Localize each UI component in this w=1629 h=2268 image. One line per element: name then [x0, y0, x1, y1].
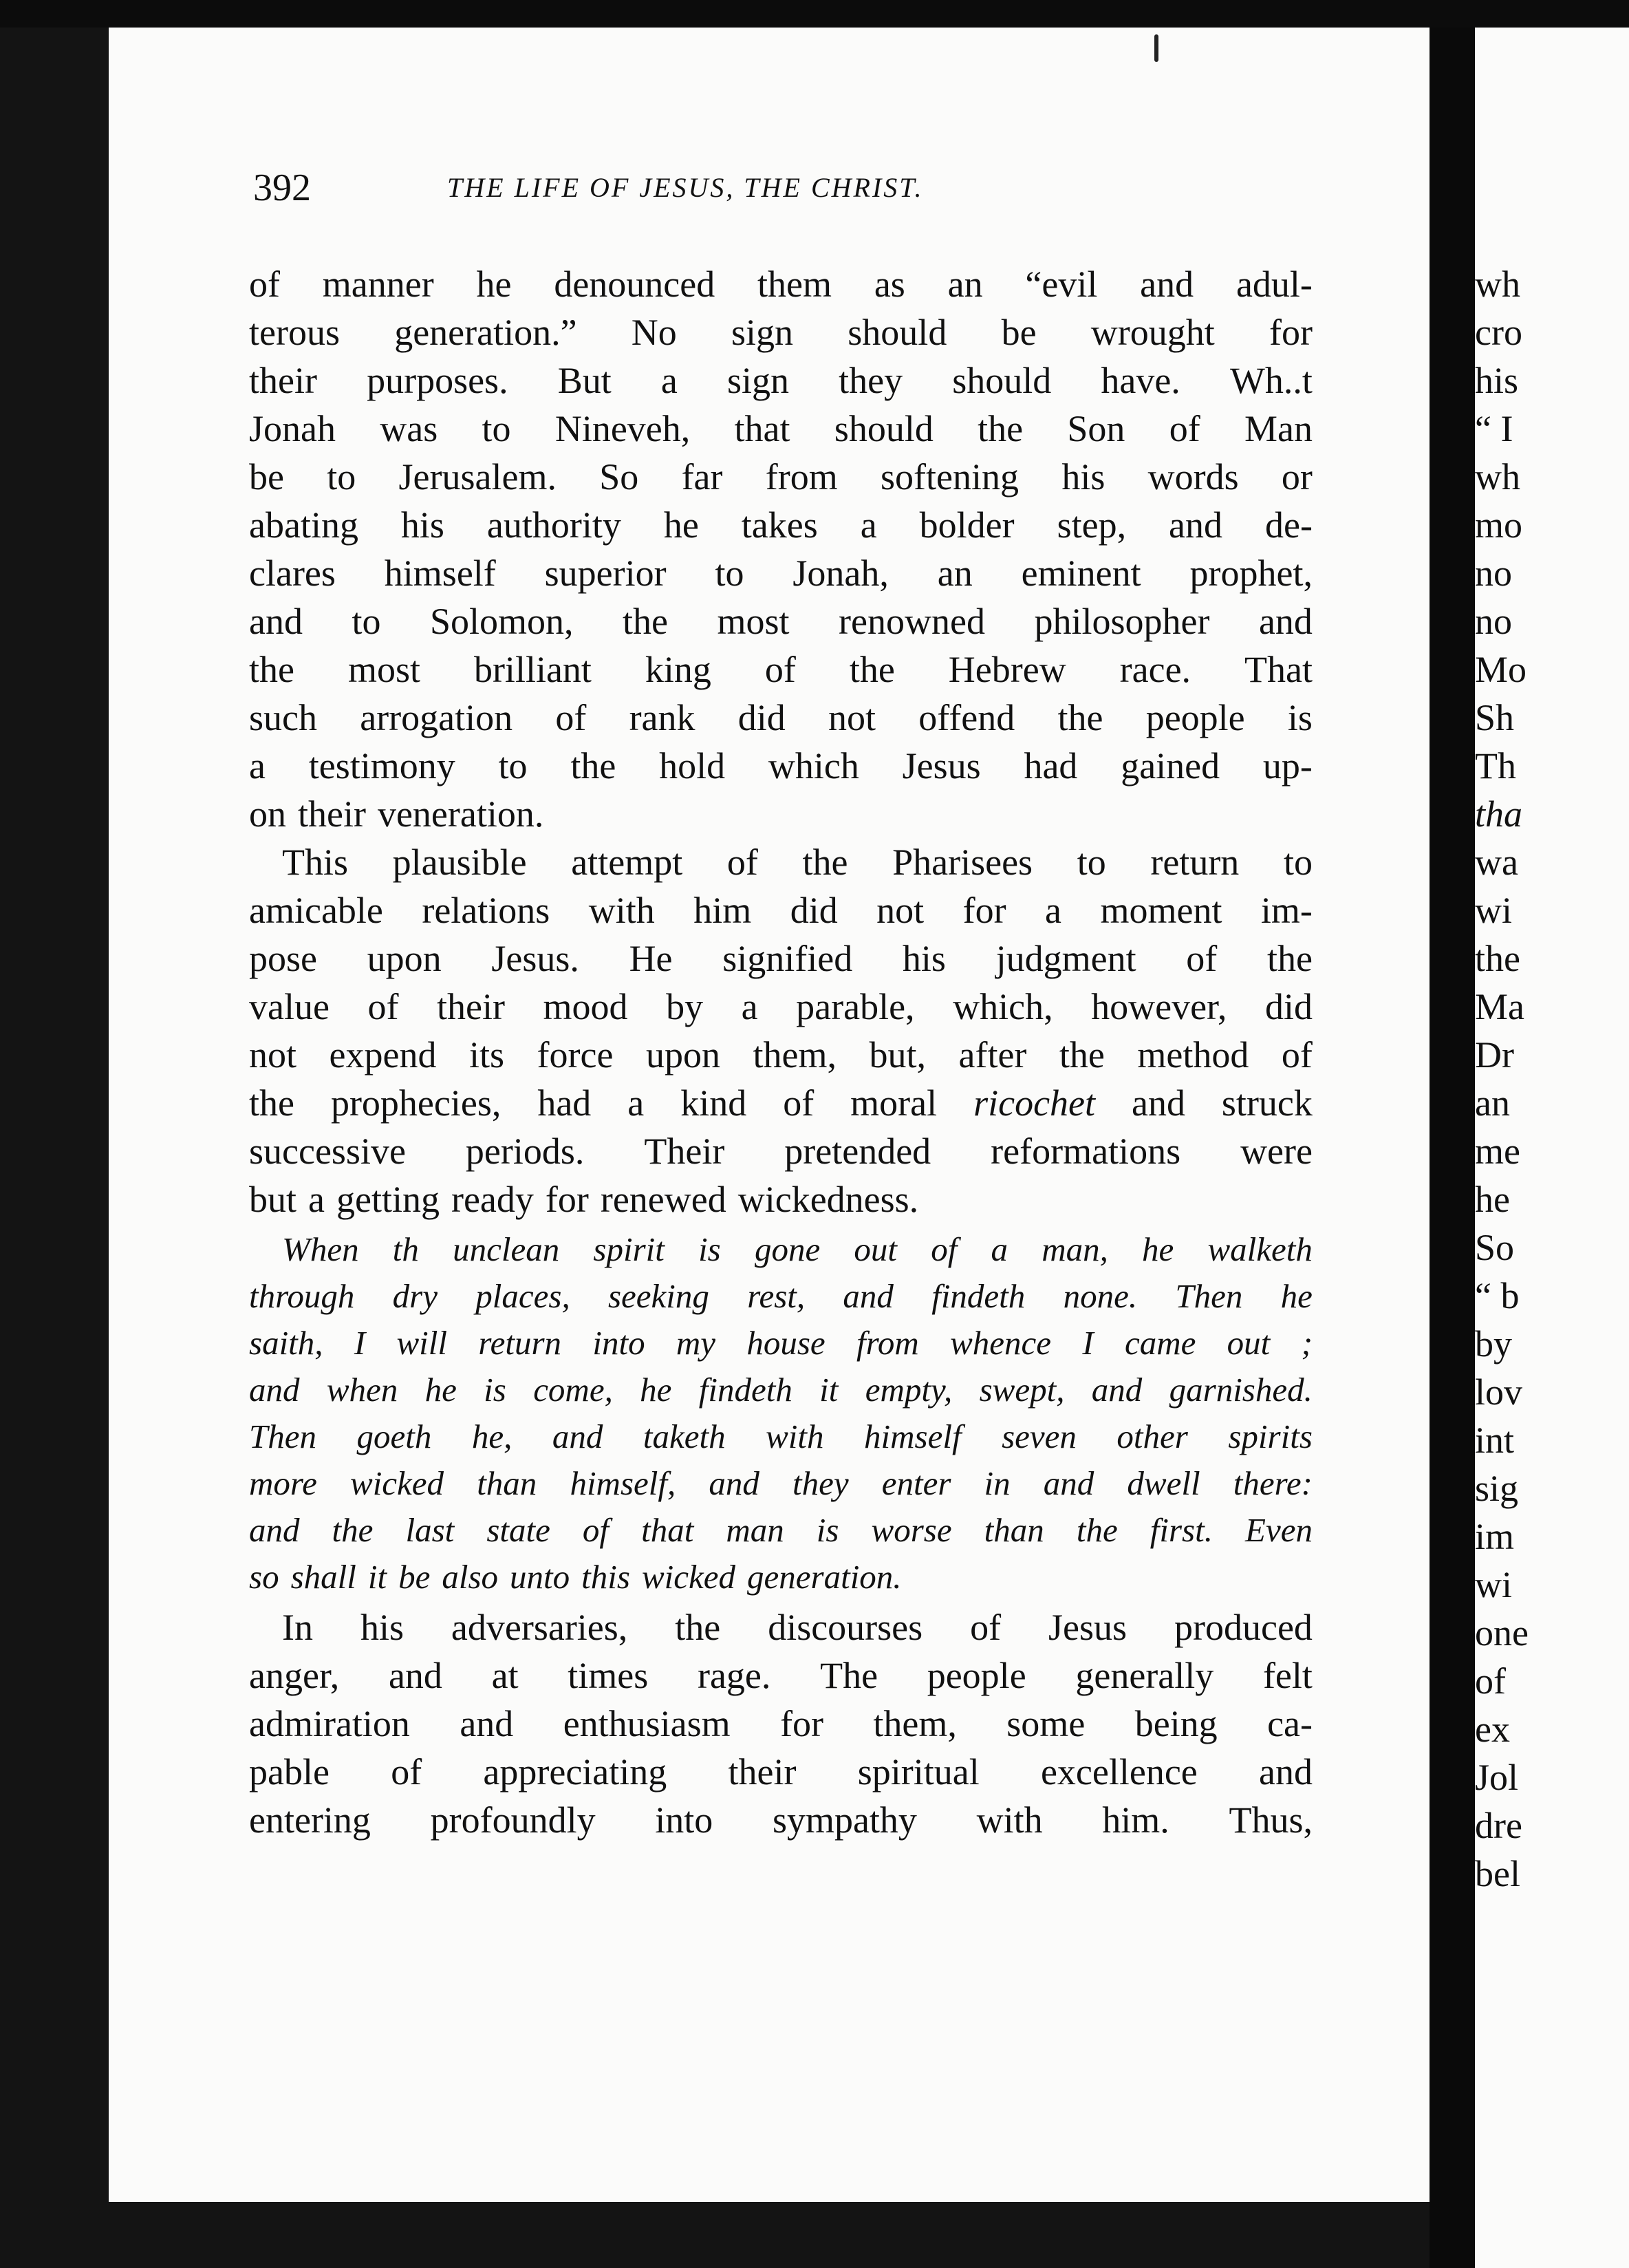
right-page-fragment: sig: [1475, 1468, 1519, 1509]
text-line: successive periods. Their pretended reformations were: [249, 1131, 1313, 1172]
text-line: but a getting ready for renewed wickedness.: [249, 1179, 919, 1220]
text-line: on their veneration.: [249, 793, 544, 835]
right-page-fragment: tha: [1475, 793, 1523, 835]
text-line: their purposes. But a sign they should have. Wh..t: [249, 360, 1313, 401]
running-head: THE LIFE OF JESUS, THE CHRIST.: [447, 172, 924, 203]
text-line: abating his authority he takes a bolder step, and de-: [249, 504, 1313, 546]
right-page-fragment: wh: [1475, 264, 1520, 305]
scripture-quote: [249, 1226, 1313, 1601]
right-page-fragment: cro: [1475, 312, 1522, 353]
text-line: This plausible attempt of the Pharisees to return to: [282, 842, 1313, 883]
text-line: the prophecies, had a kind of moral ricochet and struck: [249, 1082, 1313, 1124]
text-line: admiration and enthusiasm for them, some being ca-: [249, 1703, 1313, 1744]
text-line: pose upon Jesus. He signified his judgment of the: [249, 938, 1313, 979]
right-page-fragment: bel: [1475, 1853, 1520, 1894]
text-line: Jonah was to Nineveh, that should the Son of Man: [249, 408, 1313, 449]
text-line: In his adversaries, the discourses of Jesus produced: [282, 1607, 1313, 1648]
quote-line: so shall it be also unto this wicked generation.: [249, 1558, 902, 1596]
paragraph-1: [249, 260, 1313, 838]
text-line: terous generation.” No sign should be wrought for: [249, 312, 1313, 353]
paragraph-3: [249, 1603, 1313, 1844]
right-page-fragment: an: [1475, 1082, 1510, 1124]
right-page-fragment: So: [1475, 1227, 1515, 1268]
paragraph-2: [249, 838, 1313, 1223]
right-page-fragment: one: [1475, 1612, 1529, 1654]
right-page-fragment: the: [1475, 938, 1520, 979]
text-line: be to Jerusalem. So far from softening his words or: [249, 456, 1313, 498]
book-gutter: [1430, 28, 1475, 2268]
right-page-fragment: im: [1475, 1516, 1515, 1557]
right-page-fragment: Jol: [1475, 1757, 1519, 1798]
right-page-fragment: Th: [1475, 745, 1516, 787]
quote-line: saith, I will return into my house from whence I came out ;: [249, 1324, 1313, 1362]
right-page-fragment: Dr: [1475, 1034, 1514, 1076]
right-page-fragment: me: [1475, 1131, 1520, 1172]
quote-line: Then goeth he, and taketh with himself seven other spirits: [249, 1418, 1313, 1455]
text-line: amicable relations with him did not for a moment im-: [249, 890, 1313, 931]
body-text: [249, 260, 1313, 1844]
right-page-fragment: of: [1475, 1660, 1506, 1702]
text-line: anger, and at times rage. The people generally felt: [249, 1655, 1313, 1696]
right-page-fragment: ex: [1475, 1709, 1510, 1750]
right-page-fragment: wa: [1475, 842, 1518, 883]
right-page-fragment: dre: [1475, 1805, 1522, 1846]
right-page-text: [1475, 260, 1629, 1898]
right-page-fragment: no: [1475, 553, 1512, 594]
quote-line: and when he is come, he findeth it empty, swept, and garnished.: [249, 1371, 1313, 1409]
right-page-fragment: he: [1475, 1179, 1510, 1220]
quote-line: through dry places, seeking rest, and findeth none. Then he: [249, 1277, 1313, 1315]
right-page-fragment: mo: [1475, 504, 1523, 546]
right-page-fragment: Ma: [1475, 986, 1524, 1027]
text-line: pable of appreciating their spiritual excellence and: [249, 1751, 1313, 1793]
text-line: value of their mood by a parable, which, however, did: [249, 986, 1313, 1027]
right-page-fragment: his: [1475, 360, 1519, 401]
text-line: not expend its force upon them, but, after the method of: [249, 1034, 1313, 1076]
right-page-fragment: wi: [1475, 890, 1512, 931]
right-page-fragment: wh: [1475, 456, 1520, 498]
right-page-fragment: Mo: [1475, 649, 1527, 690]
right-page-fragment: Sh: [1475, 697, 1515, 738]
right-page-fragment: by: [1475, 1323, 1512, 1365]
right-page-fragment: no: [1475, 601, 1512, 642]
right-page-fragment: lov: [1475, 1371, 1523, 1413]
right-book-page: [1475, 28, 1629, 2268]
quote-line: more wicked than himself, and they enter in and dwell there:: [249, 1464, 1313, 1502]
quote-line: When th unclean spirit is gone out of a man, he walketh: [282, 1230, 1313, 1268]
page-header: [253, 157, 1127, 219]
scan-border: [0, 0, 1629, 28]
text-line: entering profoundly into sympathy with him. Thus,: [249, 1799, 1313, 1841]
right-page-fragment: “ b: [1475, 1275, 1520, 1316]
right-page-fragment: “ I: [1475, 408, 1513, 449]
text-line: a testimony to the hold which Jesus had gained up-: [249, 745, 1313, 787]
text-line: of manner he denounced them as an “evil and adul-: [249, 264, 1313, 305]
page-number: 392: [253, 167, 311, 209]
quote-line: and the last state of that man is worse than the first. Even: [249, 1511, 1313, 1549]
text-line: the most brilliant king of the Hebrew race. That: [249, 649, 1313, 690]
text-line: and to Solomon, the most renowned philosopher and: [249, 601, 1313, 642]
text-line: such arrogation of rank did not offend the people is: [249, 697, 1313, 738]
text-line: clares himself superior to Jonah, an eminent prophet,: [249, 553, 1313, 594]
scan-speck: [1154, 34, 1158, 62]
right-page-fragment: int: [1475, 1420, 1515, 1461]
right-page-fragment: wi: [1475, 1564, 1512, 1605]
